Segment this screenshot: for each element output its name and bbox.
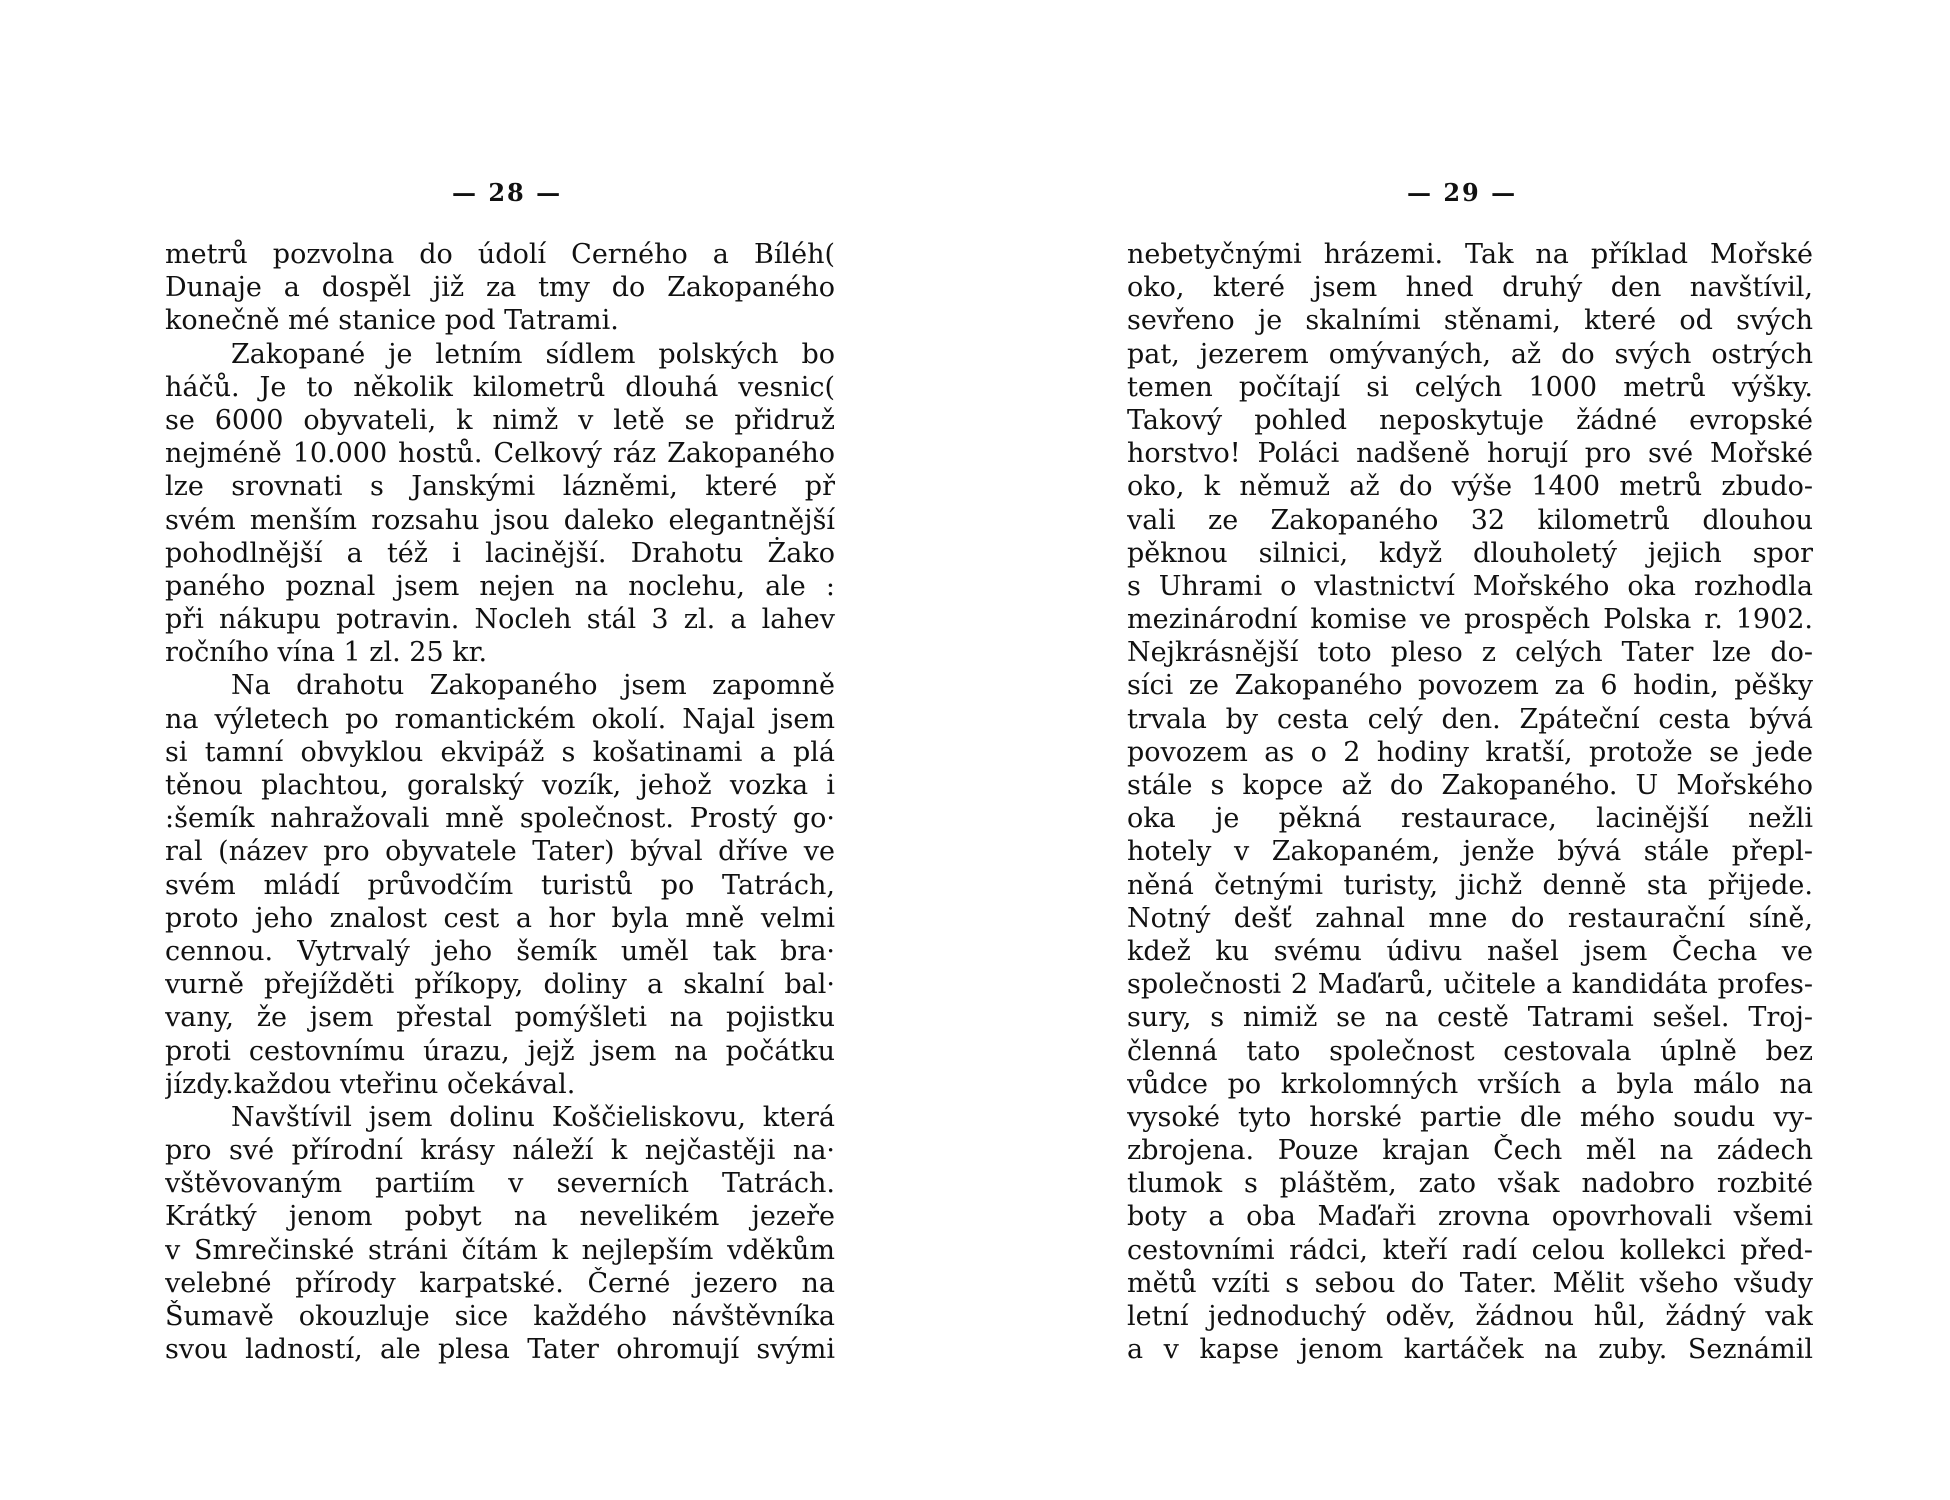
text-line: horstvo! Poláci nadšeně horují pro své Mořské [1127,438,1813,470]
text-line: hotely v Zakopaném, jenže bývá stále přepl- [1127,836,1813,868]
text-line: velebné přírody karpatské. Černé jezero na [165,1267,835,1299]
text-line: s Uhrami o vlastnictví Mořského oka rozhodla [1127,570,1813,602]
text-line: povozem as o 2 hodiny kratší, protože se jede [1127,736,1813,768]
text-line: kdež ku svému údivu našel jsem Čecha ve [1127,935,1813,967]
text-line: a v kapse jenom kartáček na zuby. Seznámil [1127,1334,1813,1366]
text-line: mětů vzíti s sebou do Tater. Mělit všeho všudy [1127,1267,1813,1299]
text-line: zbrojena. Pouze krajan Čech měl na zádech [1127,1135,1813,1167]
text-line: se 6000 obyvateli, k nimž v letě se přidruž [165,404,835,436]
text-line: mezinárodní komise ve prospěch Polska r. 1902. [1127,604,1813,636]
text-line: při nákupu potravin. Nocleh stál 3 zl. a lahev [165,604,835,636]
text-line: nebetyčnými hrázemi. Tak na příklad Mořské [1127,239,1813,270]
text-line: Zakopané je letním sídlem polských bo [231,338,835,370]
text-line: Krátký jenom pobyt na nevelikém jezeře [165,1201,835,1233]
text-line: vany, že jsem přestal pomýšleti na pojistku [165,1002,835,1034]
text-line: metrů pozvolna do údolí Cerného a Bíléh( [165,239,835,270]
text-line: oka je pěkná restaurace, lacinější nežli [1127,803,1813,835]
right-page [975,0,1950,1500]
text-line: svou ladností, ale plesa Tater ohromují svými [165,1334,835,1366]
text-line: háčů. Je to několik kilometrů dlouhá vesnic( [165,371,835,403]
text-line: letní jednoduchý oděv, žádnou hůl, žádný vak [1127,1301,1813,1332]
text-line: Navštívil jsem dolinu Koščieliskovu, která [231,1101,835,1133]
text-line: boty a oba Maďaři zrovna opovrhovali všemi [1127,1201,1813,1233]
text-line: pěknou silnici, když dlouholetý jejich spor [1127,537,1813,569]
page-body-text [165,238,835,1366]
text-line: členná tato společnost cestovala úplně bez [1127,1035,1813,1067]
text-line: lze srovnati s Janskými lázněmi, které př [165,471,835,503]
text-line: sury, s nimiž se na cestě Tatrami sešel. Troj- [1127,1002,1813,1034]
text-line: paného poznal jsem nejen na noclehu, ale : [165,570,835,602]
text-line: pat, jezerem omývaných, až do svých ostrých [1127,338,1813,370]
text-line: Notný dešť zahnal mne do restaurační síně, [1127,902,1813,934]
text-line: Šumavě okouzluje sice každého návštěvníka [165,1301,835,1332]
text-line: oko, které jsem hned druhý den navštívil, [1127,272,1813,304]
text-line: společnosti 2 Maďarů, učitele a kandidáta profes- [1127,969,1813,1001]
text-line: sevřeno je skalními stěnami, které od svých [1127,305,1813,337]
text-line: svém mládí průvodčím turistů po Tatrách, [165,869,835,901]
text-line: konečně mé stanice pod Tatrami. [165,305,619,337]
text-line: Na drahotu Zakopaného jsem zapomně [231,670,835,702]
text-line: Takový pohled neposkytuje žádné evropské [1127,404,1813,436]
text-line: stále s kopce až do Zakopaného. U Mořského [1127,770,1813,801]
text-line: Nejkrásnější toto pleso z celých Tater lze do- [1127,637,1813,669]
text-line: vurně přejížděti příkopy, doliny a skalní bal· [165,969,835,1001]
text-line: vůdce po krkolomných vrších a byla málo na [1127,1068,1813,1100]
text-line: síci ze Zakopaného povozem za 6 hodin, pěšky [1127,670,1813,702]
text-line: tlumok s pláštěm, zato však nadobro rozbité [1127,1168,1813,1200]
text-line: :šemík nahražovali mně společnost. Prostý go· [165,803,835,835]
text-line: nejméně 10.000 hostů. Celkový ráz Zakopaného [165,438,835,470]
text-line: vysoké tyto horské partie dle mého soudu vy- [1127,1101,1813,1133]
text-line: pro své přírodní krásy náleží k nejčastěji na· [165,1135,835,1167]
text-line: něná četnými turisty, jichž denně sta přijede. [1127,869,1813,901]
text-line: vali ze Zakopaného 32 kilometrů dlouhou [1127,504,1813,536]
text-line: ral (název pro obyvatele Tater) býval dříve ve [165,836,835,868]
text-line: si tamní obvyklou ekvipáž s košatinami a plá [165,736,835,768]
text-line: cestovními rádci, kteří radí celou kollekci před- [1127,1234,1813,1266]
text-line: v Smrečinské stráni čítám k nejlepším vděkům [165,1234,835,1266]
text-line: vštěvovaným partiím v severních Tatrách. [165,1168,835,1200]
text-line: pohodlnější a též i lacinější. Drahotu Żako [165,537,835,569]
text-line: těnou plachtou, goralský vozík, jehož vozka i [165,770,835,801]
text-line: Dunaje a dospěl již za tmy do Zakopaného [165,272,835,304]
page-body-text [1127,238,1813,1366]
text-line: jízdy.každou vteřinu očekával. [165,1068,576,1100]
text-line: trvala by cesta celý den. Zpáteční cesta bývá [1127,703,1813,735]
text-line: ročního vína 1 zl. 25 kr. [165,637,488,669]
text-line: svém menším rozsahu jsou daleko elegantnější [165,504,835,536]
page-number: — 28 — [452,178,563,207]
text-line: proti cestovnímu úrazu, jejž jsem na počátku [165,1035,835,1067]
text-line: na výletech po romantickém okolí. Najal jsem [165,703,835,735]
text-line: oko, k němuž až do výše 1400 metrů zbudo- [1127,471,1813,503]
text-line: cennou. Vytrvalý jeho šemík uměl tak bra· [165,935,835,967]
text-line: proto jeho znalost cest a hor byla mně velmi [165,902,835,934]
text-line: temen počítají si celých 1000 metrů výšky. [1127,371,1813,403]
page-number: — 29 — [1407,178,1518,207]
